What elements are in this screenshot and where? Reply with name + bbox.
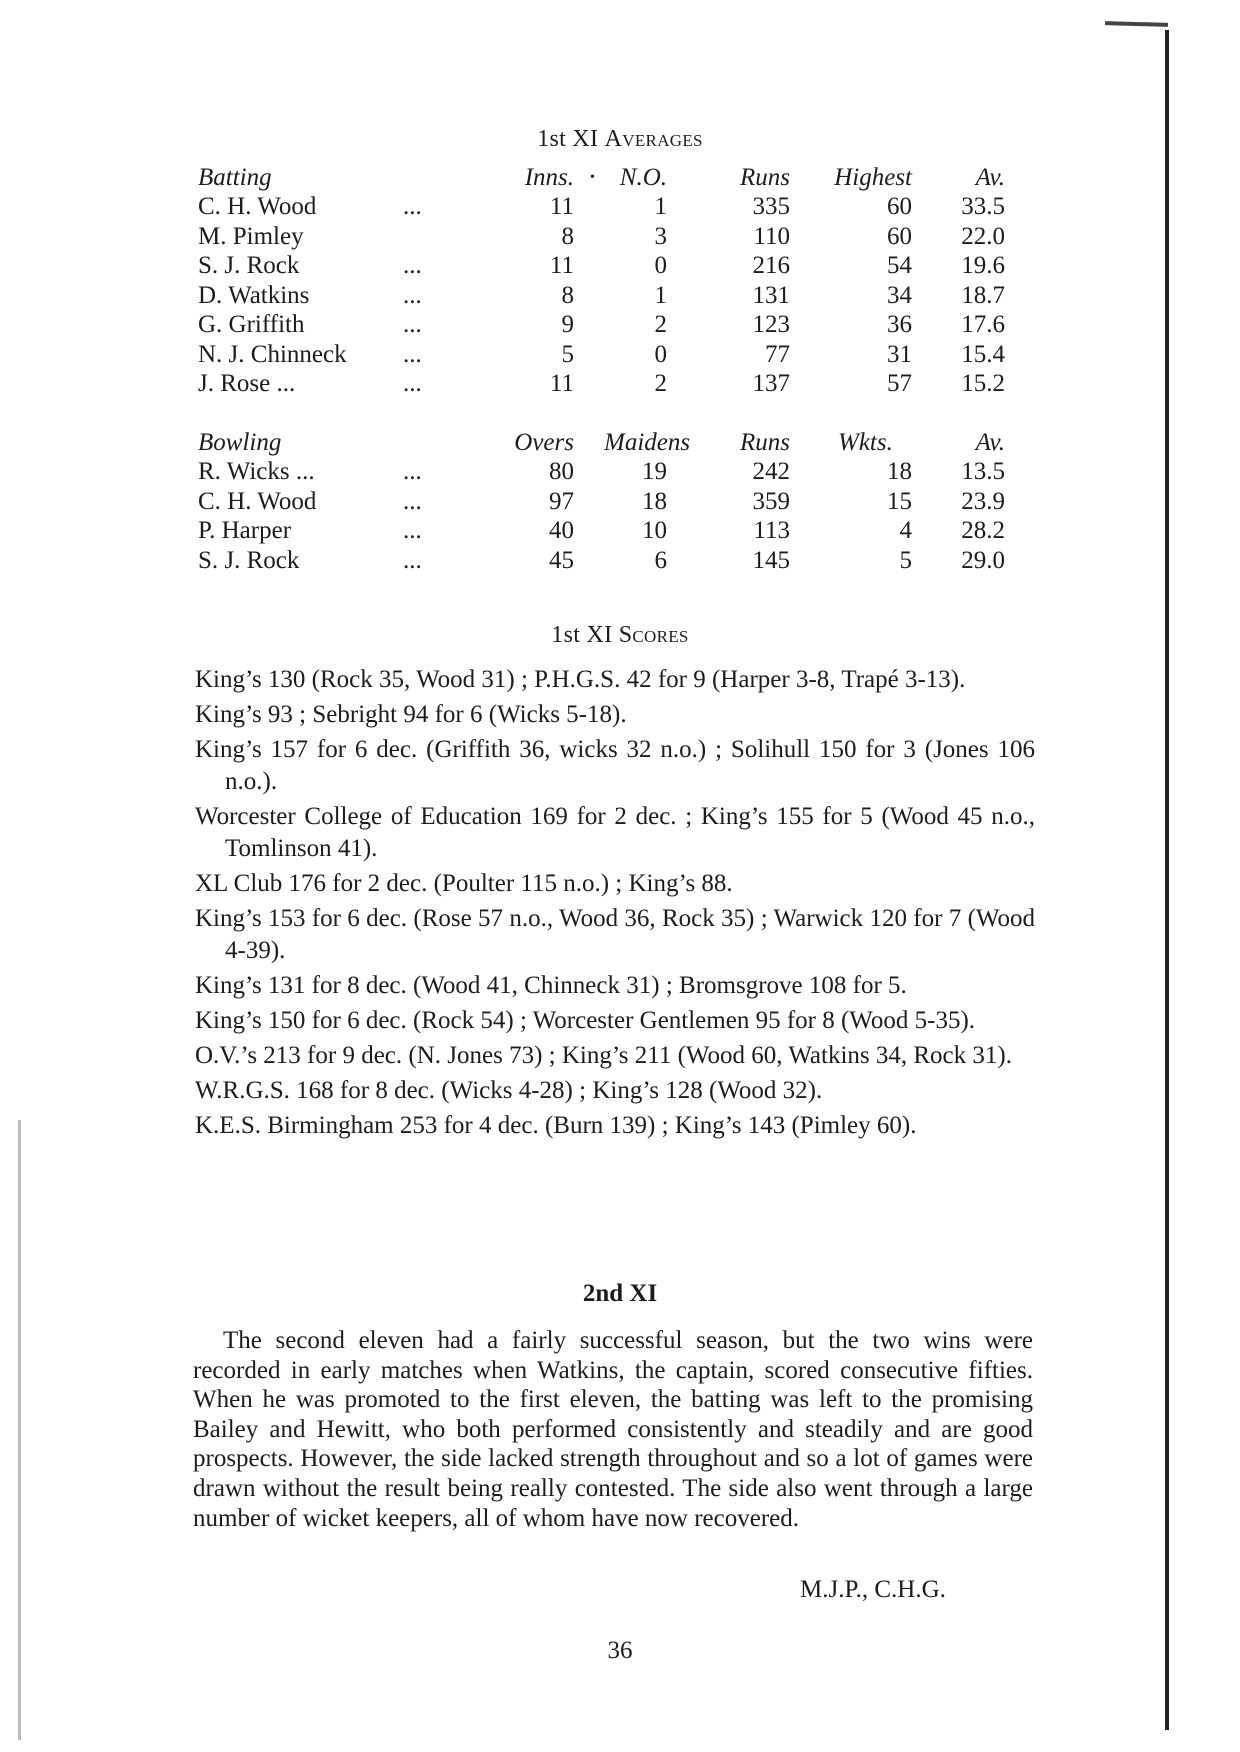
header-highest: Highest [834,164,912,191]
batting-header-row [0,163,1240,193]
list-item: W.R.G.S. 168 for 8 dec. (Wicks 4-28) ; King’s 128 (Wood 32). [195,1077,823,1104]
table-row: C. H. Wood ... 97 18 359 15 23.9 [198,488,1005,515]
header-runs: Runs [740,164,790,191]
table-row: D. Watkins ... 8 1 131 34 18.7 [198,282,1005,309]
table-row: J. Rose ... ... 11 2 137 57 15.2 [198,370,1005,397]
second-xi-title: 2nd XI [582,1280,658,1307]
list-item: King’s 130 (Rock 35, Wood 31) ; P.H.G.S. 42 for 9 (Harper 3-8, Trapé 3-13). [195,666,966,693]
list-item: King’s 93 ; Sebright 94 for 6 (Wicks 5-18). [195,701,627,728]
header-average: Av. [975,164,1005,191]
list-item: K.E.S. Birmingham 253 for 4 dec. (Burn 139) ; King’s 143 (Pimley 60). [195,1112,917,1139]
header-not-out: N.O. [619,164,667,191]
table-row: S. J. Rock ... 45 6 145 5 29.0 [198,547,1005,574]
signature: M.J.P., C.H.G. [800,1576,946,1603]
second-xi-report: The second eleven had a fairly successful season, but the two wins were recorded in early matches when Watkins, the captain, scored consecutive fifties. When he was promoted to the first eleven, the batting was left to the promising Bailey and Hewitt, who both performed consistently and steadily and are good prospects. However, the side lacked strength throughout and so a lot of games were drawn without the result being really contested. The side also went through a large number of wicket keepers, all of whom have now recovered. [193,1327,1033,1532]
header-maidens: Maidens [604,429,691,456]
page-number: 36 [607,1637,633,1664]
table-row: S. J. Rock ... 11 0 216 54 19.6 [198,252,1005,279]
batting-label: Batting [198,164,272,191]
list-item: King’s 153 for 6 dec. (Rose 57 n.o., Wood 36, Rock 35) ; Warwick 120 for 7 (Wood 4-39). [195,905,1035,964]
list-item: XL Club 176 for 2 dec. (Poulter 115 n.o.) ; King’s 88. [195,870,733,897]
binding-edge-top [1105,21,1168,27]
bullet-mark: • [590,170,595,185]
header-runs: Runs [740,429,790,456]
bowling-label: Bowling [198,429,282,456]
averages-title: 1st XI Averages [537,126,703,152]
bowling-header-row [0,428,1240,458]
header-average: Av. [975,429,1005,456]
table-row: N. J. Chinneck ... 5 0 77 31 15.4 [198,341,1005,368]
list-item: Worcester College of Education 169 for 2 dec. ; King’s 155 for 5 (Wood 45 n.o., Tomlinson 41). [195,803,1035,862]
list-item: King’s 131 for 8 dec. (Wood 41, Chinneck 31) ; Bromsgrove 108 for 5. [195,972,907,999]
table-row: M. Pimley 8 3 110 60 22.0 [198,223,1005,250]
header-wickets: Wkts. [838,429,893,456]
table-row: R. Wicks ... ... 80 19 242 18 13.5 [198,458,1005,485]
table-row: C. H. Wood ... 11 1 335 60 33.5 [198,193,1005,220]
scores-list [195,664,1035,1145]
header-overs: Overs [514,429,574,456]
scores-title: 1st XI Scores [551,622,689,648]
list-item: O.V.’s 213 for 9 dec. (N. Jones 73) ; King’s 211 (Wood 60, Watkins 34, Rock 31). [195,1042,1012,1069]
list-item: King’s 150 for 6 dec. (Rock 54) ; Worcester Gentlemen 95 for 8 (Wood 5-35). [195,1007,976,1034]
table-row: P. Harper ... 40 10 113 4 28.2 [198,517,1005,544]
table-row: G. Griffith ... 9 2 123 36 17.6 [198,311,1005,338]
list-item: King’s 157 for 6 dec. (Griffith 36, wicks 32 n.o.) ; Solihull 150 for 3 (Jones 106 n.o.). [195,736,1035,795]
header-inns: Inns. [524,164,574,191]
